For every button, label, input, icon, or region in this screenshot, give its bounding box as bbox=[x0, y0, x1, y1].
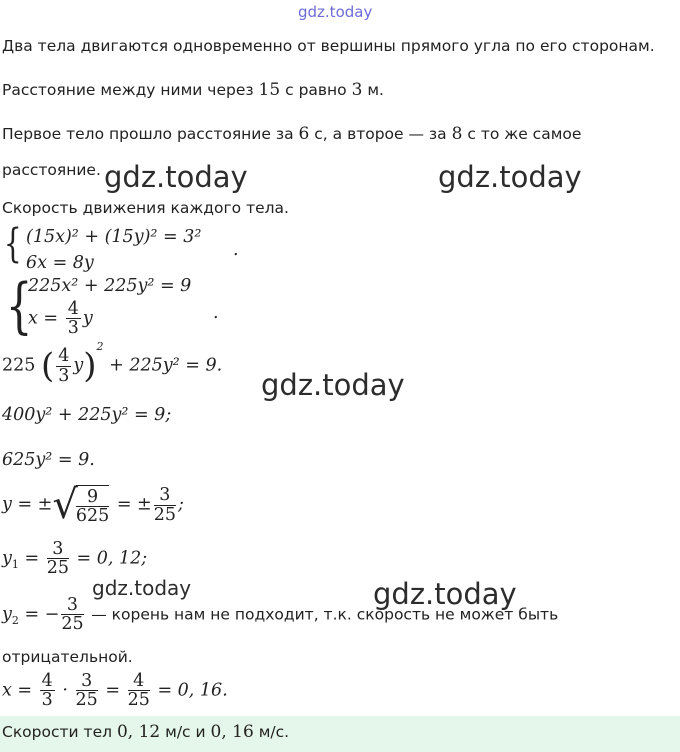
problem-line-2: Расстояние между ними через 15 с равно 3 м. bbox=[2, 80, 384, 100]
dot: . bbox=[213, 303, 219, 323]
system1-eq2: 6x = 8y bbox=[26, 253, 94, 273]
step-4: y = ±√ $\frac{9}{625}$ = ± $\frac{3}{25}$ ; bbox=[2, 482, 184, 528]
step-6: $y_2$ = − $\frac{3}{25}$ — корень нам не подходит, т.к. скорость не может быть bbox=[2, 595, 559, 635]
system-brace: { bbox=[3, 221, 22, 267]
step-3: 625y² = 9. bbox=[2, 450, 95, 470]
problem-line-3: Первое тело прошло расстояние за 6 с, а второе — за 8 с то же самое bbox=[2, 124, 582, 144]
problem-line-4: расстояние. bbox=[2, 161, 101, 179]
step-1: 225 ( $\frac{4}{3}$ y)$^2$ + 225y² = 9. bbox=[2, 339, 223, 386]
system1-eq1: (15x)² + (15y)² = 3² bbox=[26, 227, 202, 247]
answer-text: Скорости тел 0, 12 м/с и 0, 16 м/с. bbox=[2, 722, 290, 742]
watermark: gdz.today bbox=[92, 576, 192, 600]
step-7: x = $\frac{4}{3}$ · $\frac{3}{25}$ = $\frac{4}{25}$ = 0, 16. bbox=[2, 671, 228, 711]
solution-heading: Скорость движения каждого тела. bbox=[2, 199, 289, 217]
dot: . bbox=[233, 240, 239, 260]
watermark: gdz.today bbox=[104, 160, 248, 194]
step-2: 400y² + 225y² = 9; bbox=[2, 405, 172, 425]
system2-eq1: 225x² + 225y² = 9 bbox=[28, 276, 192, 296]
problem-line-1: Два тела двигаются одновременно от вершины прямого угла по его сторонам. bbox=[2, 37, 655, 55]
system-brace: { bbox=[5, 271, 33, 341]
watermark: gdz.today bbox=[373, 577, 517, 611]
system2-eq2: x = $\frac{4}{3}$ y bbox=[28, 299, 93, 339]
watermark: gdz.today bbox=[438, 160, 582, 194]
step-5: $y_1$ = $\frac{3}{25}$ = 0, 12; bbox=[2, 539, 148, 579]
watermark: gdz.today bbox=[261, 368, 405, 402]
step-6-note: отрицательной. bbox=[2, 648, 133, 666]
watermark-top: gdz.today bbox=[298, 3, 373, 21]
